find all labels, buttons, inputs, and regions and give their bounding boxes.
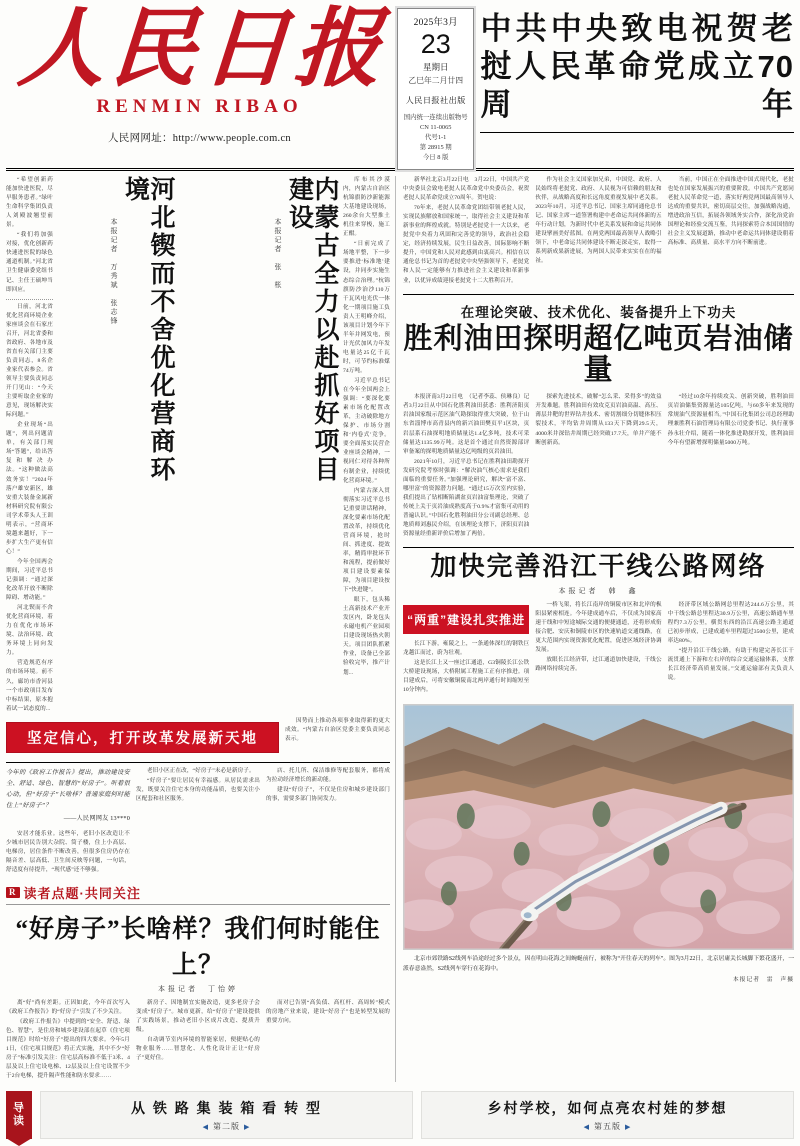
publisher-name: 人民日报社出版 [405,96,466,105]
road-story-headline[interactable]: 加快完善沿江干线公路网络 [430,551,767,582]
reader-section-rule [6,904,390,905]
guide-item-page [203,1121,251,1132]
neimeng-story-byline: 本报记者 张 枨 [274,218,282,290]
oil-story-kicker: 在理论突破、技术优化、装备提升上下功夫 [460,304,737,320]
dai-hao: 代号1-1 [425,133,447,141]
newspaper-pinyin: RENMIN RIBAO [96,96,303,118]
photo-block [403,704,794,985]
paragraph: 70年来，老挝人民革命党团结带领老挝人民，实现民族解放和国家统一，取得社会主义建设和革新事业的辉煌成就。特别是老挝党十一大以来，老挝党中央着力巩固和完善党的领导，政治社会稳定，经济持续发展，民生日益改善，国际影响不断提升，中国党和人民对此感到由衷高兴。相信在以通伦总书记为首的老挝党中央坚强领导下，老挝党和人民一定能够有力推进社会主义建设和革新事业，以优异成绩迎接老挝党十二大胜利召开。 [403,205,530,284]
lead-text: 今年的《政府工作报告》提出，推动建设安全、舒适、绿色、智慧的“好房子”。听着很心动，但“好房子”长啥样？普通家庭何时能住上“好房子”？ [6,768,130,810]
guide-bar [6,1091,794,1139]
main-content [6,176,794,1082]
guide-tag-char1: 导 [13,1102,25,1115]
paragraph: “经过10余年持续攻关、创新突破，胜利油田页岩油储集资源量达105亿吨，与60多年来发现的常规油气资源量相当。”中国石化集团公司总经理助理兼胜利石油管理局有限公司党委书记、执行董事孙永壮介绍，随着一体化推进勘探开发，胜利油田今年有望新增探明储量5000万吨。 [667,394,794,446]
paragraph: 探索先进技术，破解“怎么采、采得多”的效益开发难题。胜利油田有效攻克页岩油高温、高压、薄层井靶的世界钻井技术、密切割细分切缝体积压裂技术，平均钻井周期从133天下降到29.5天，4000米井深钻井周期已经突破17.7天，单井产能不断创新高。 [535,394,662,446]
arrow-right-icon: ▶ [244,1122,251,1131]
story-divider-1 [403,294,794,295]
paragraph: 当前，中国正在全面推进中国式现代化，老挝也处在国家发展振兴的重要阶段。中国共产党愿同老挝人民革命党一道，落实好两党两国最高领导人达成的重要共识，密切高层交往，加强战略沟通，增进政治互信，拓展各领域务实合作，深化治党治国理论和经验交流互鉴，共同探索符合本国国情的社会主义发展道路，推动中老命运共同体建设朝着高标准、高质量、高水平方向不断前进。 [667,177,794,247]
guide-tag-char2: 读 [13,1115,25,1127]
paragraph: 河北锲而不舍优化营商环境，着力在优化市场环境、法治环境、政务环境上同向发力。 [6,605,53,657]
paragraph: 新华社北京3月22日电 3月22日，中国共产党中央委员会致电老挝人民革命党中央委员会，祝贺老挝人民革命党成立70周年。贺电说： [403,177,530,202]
neimeng-story-headline[interactable]: 内蒙古全力以赴抓好项目建设 [285,176,339,484]
paragraph: 老旧小区正在改，“好房子”未必是新房子。 [147,767,255,774]
hebei-story-headline[interactable]: 河北锲而不舍优化营商环境 [121,176,175,484]
date-box [397,8,474,170]
paragraph: 一桥飞架，将长江南岸的铜陵市区和北岸的枞阳县紧密相连。今年建成通车后，不仅成为国家高速干线和中短途城际交通的便捷通道，还将形成衔接合肥、安庆和铜陵市区的快速轨道交通线路，在更大范围内实现资源优化配置，促进区域经济协调发展。 [535,601,662,653]
paragraph: 长江下游，雍陵之上，一条通体深红的钢铁巨龙越江而过，蔚为壮观。 [403,640,530,656]
housing-story-headline[interactable]: “好房子”长啥样？我们何时能住上？ [15,915,381,979]
guide-item-title: 乡村学校，如何点亮农村娃的梦想 [487,1100,728,1116]
paragraph: 企业现场“出题”，列出问题清单，有关部门现场“答题”，给出答复和解决办法。“这种做法高效务实！”2024年落户雄安新区，雄安重大装备金属新材料研究院有限公司学术带头人王训明表示，“营商环境越来越好，下一步扩大生产更有信心！” [6,422,53,555]
newspaper-title: 人民日报 [15,1,390,97]
paragraph: 自动调节室内环境的智能家居，便捷贴心的物业服务……智慧化、人性化设计正让“好房子”更好住。 [136,1036,260,1062]
photo-caption [403,954,794,985]
paragraph: 而对已告别“高负债、高杠杆、高周转”模式的房地产业来说，建设“好房子”也是转型发展的重要方向。 [266,999,390,1024]
guide-items [40,1091,794,1139]
headline-rule [480,132,794,133]
paragraph: 建设“好房子”，不仅是住房和城乡建设部门的事，需要多部门协同发力。 [266,786,390,802]
paragraph: 店、托儿所、保洁维修等配套服务，都将成为拉动经济增长的新动能。 [266,767,390,783]
cn-code: CN 11-0065 [419,123,452,131]
paragraph: 眼下，包头稀土高新技术产业开发区内，卧龙包头永磁电机产业园项目建设现场热火朝天。项目团队抓紧作业，设备已全部验收完毕，推产计划... [343,597,390,676]
train-spring-blossom-photo [403,704,794,950]
issn-label: 国内统一连续出版物号 [403,114,468,121]
reform-banner[interactable]: 坚定信心，打开改革发展新天地 [6,722,279,753]
guide-tag [6,1091,32,1139]
lead-attribution: ——人民网网友 13***0 [63,815,130,823]
right-zone [396,176,794,1082]
paragraph: 这是长江上又一座过江通道，G3铜陵长江公铁大桥建设现场，大桥附属工程施工正有序推进。项目建成后，可将安徽铜陵南北两岸通行时间缩短至10分钟内。 [403,659,530,693]
newspaper-website: 人民网网址：http://www.people.com.cn [107,133,291,145]
reader-question-lead [6,767,130,825]
housing-story-byline: 本报记者 丁怡婷 [158,984,238,993]
arrow-left-icon: ◀ [583,1122,590,1131]
paragraph: 作为社会主义国家加兄弟，中国党、政府、人民始终将老挝党、政府、人民视为可信赖的朋友和伙伴，从战略高度和长远角度重视发展中老关系。2023年10月，习近平总书记、国家主席同通伦总书记、国家主席一道签署构建中老命运共同体新的五年行动计划，为新时代中老关系发展和命运共同体建设擘画美好蓝图。在两党两国最高领导人战略引领下，中老命运共同体建设不断走深走实，取得一系列新成果新进展，为两国人民带来实实在在的福祉。 [535,177,662,265]
paragraph: 今年全国两会期间，习近平总书记强调：“通过深化改革开放不断除障碍、增动能。” [6,558,53,602]
page-count: 今日 8 版 [422,153,449,161]
page-label: 第五版 [594,1122,621,1131]
paragraph: 营造规范有序的市场环境。前不久，廊坊市香河县一个市政项目发布中标结果，原本抱着试一试态度的... [6,660,53,712]
reader-section-title: 读者点题·共同关注 [23,885,141,901]
left-zone [6,176,396,1082]
guide-item-title: 从 铁 路 集 装 箱 看 转 型 [130,1100,323,1116]
paragraph: 内蒙古深入贯彻落实习近平总书记重要讲话精神，深化要素市场化配置改革，持续优化营商环境，抢时间、抓进度、提效率，精简审批环节和流程，提前做好项目建设要素保障，为项目建设按下“快进键”。 [343,487,390,594]
arrow-left-icon: ◀ [202,1122,209,1131]
paragraph: “我们将加强对接，优化创新药快速进医院的绿色通道机制。”河北省卫生健康委党组书记、主任王硕坤当即回应。 [6,232,53,293]
publication-codes [401,113,470,163]
paragraph: “提升沿江干线公路，有助于构建完善长江干流贯通上下游和左右岸的综合交通运输体系，支撑长江经济带高质量发展。”交通运输部有关负责人说。 [667,647,794,682]
paragraph: 放眼长江经济带，过江通道加快建设，干线公路网络持续完善。 [535,656,662,673]
construction-badge[interactable]: “两重”建设扎实推进 [403,605,529,634]
lead-headline-area [474,4,794,138]
reader-section-label [6,883,390,902]
photo-caption-text: 北京市郊铁路S2线列车沿途经过多个景点，因在明山花海之间蜿蜒前行，被称为“开往春天的列车”。图为3月22日，北京居庸关长城脚下繁花盛开，一派春意盎然，S2线列车穿行在花海中。 [403,955,794,973]
paragraph: 库布其沙漠内，内蒙古自治区杭锦旗防沙新能源大基地建设现场，260余台大型推土机往来穿梭，施工正酣。 [343,177,390,238]
road-story-byline: 本报记者 韩 鑫 [558,586,639,595]
guide-item-1[interactable] [40,1091,413,1139]
paragraph: 日前，河北省优化营商环境企业家座谈会在石家庄召开，河北省委和省政府、各地市及省直有关部门主要负责同志，8名企业家代表参会。省领导主要负责同志开门见山：“今天主要听取企业家的意见，现场解决实际问题。” [6,299,53,421]
paragraph: 安居才能乐业。这些年，老旧小区改造让不少城市居民告别大杂院、筒子楼，住上小高层、电梯房，居住条件不断改善，但很多住房仍存在隔音差、层高低、卫生间反映等问题，一句话，舒适度有待提升，“现代感”还不够强。 [6,830,130,873]
oil-story-headline[interactable]: 胜利油田探明超亿吨页岩油储量 [403,322,794,387]
neimeng-story-text [343,176,390,679]
photo-credit: 本报记者 雷 声摄 [732,977,794,984]
date-weekday: 星期日 [422,62,449,72]
guide-item-page [584,1121,632,1132]
hebei-story-byline: 本报记者 万秀斌 张志锋 [110,218,118,326]
story-divider-2 [403,547,794,548]
masthead [6,0,794,168]
date-year-month: 2025年3月 [413,18,458,28]
date-lunar: 乙巳年二月廿四 [408,76,463,85]
paragraph: 离“好”尚有差距。正因如此，今年首次写入《政府工作报告》的“好房子”引发了不少关注。 [6,999,130,1015]
paragraph: 2021年10月，习近平总书记在胜利油田勘探开发研究院考察时强调：“解决油气核心需求是我们面临的重要任务。”加强理论研究，解决“富不富、哪里富”的资源潜力问题。“通过15万次室内实验，我们提出了钻相断陷湖盆页岩油富集理论，突破了传统上关于页岩油成熟度高于0.9%才富集可动用的普遍认识。”中国石化胜利油田分公司副总经理、总地质师刘惠民介绍，在该理论支撑下，济阳页岩油资源量经重新评价后增加了两倍。 [403,458,530,538]
paragraph: 本报济南3月22日电 （记者李蕊、侯琳良）记者3月22日从中国石化胜利油田获悉：胜利济阳页岩油国家级示范区油气勘探取得重大突破，位于山东省淄博市高青县内的新兴油田樊页平1区块，页岩层系石油探明地质储量达1.4亿多吨，技术可采储量达1135.99万吨。这是首个通过自然资源部评审备案的探明地质储量达亿吨级的页岩油田。 [403,394,530,455]
section-divider [6,762,390,763]
paragraph: 经济带区域公路网总里程达244.6万公里，其中干线公路总里程达30.9万公里，高速公路通车里程约7.3万公里，横贯东西的沿江高速公路主通道已初步形成，已建成通车里程超过3500公里，建成率达80%。 [667,601,794,644]
masthead-logo-area [6,1,393,145]
date-day: 23 [420,29,451,59]
paragraph: 《政府工作报告》中提到的“安全、舒适、绿色、智慧”，是住房和城乡建设部在起草《住宅项目规范》时给“好房子”提出的四大要求。今年5月1日，《住宅项目规范》将正式实施，其中不少“好房子”标准引发关注：住宅层高标准不低于3米、4层及以上住宅设电梯、12层及以上住宅设置不少于2台电梯，提升隔声性能和防水要求…… [6,1018,130,1080]
lead-story-headline[interactable]: 中共中央致电祝贺老挝人民革命党成立70周年 [480,11,794,122]
paragraph: “日前完成了场地平整，下一步要推进‘标准地’建设，并同步实施生态综合治理。”杭锦旗防沙治沙110万千瓦风电光伏一体化一期项目施工负责人王明峰介绍，该项目计划今年下半年并网发电，预计光伏加风力年发电量达25亿千瓦时，可节约标准煤74万吨。 [343,241,390,374]
paragraph: 因势而上推动各项事业取得新的更大成效。“内蒙古自治区党委主要负责同志表示。 [285,717,390,742]
hebei-story-text [6,176,53,715]
arrow-right-icon: ▶ [625,1122,632,1131]
paragraph: 习近平总书记在今年全国两会上强调：“要深化要素市场化配置改革，主动破除地方保护、市场分割和‘内卷式’竞争。要全面落实民营企业座谈会精神，一视同仁对待各种所有制企业，持续优化营商环境。” [343,378,390,484]
issue-number: 第 28915 期 [419,143,452,151]
page-label: 第二版 [213,1122,240,1131]
paragraph: “好房子”要让居民有幸福感。从居民需求出发，既要关注住宅本身的功能品质，也要关注小区配套和社区服务。 [136,777,260,802]
paragraph: 新房子、因地制宜实施改造，更多老房子会变成“好房子”。城市更新，给“好房子”建设提供了实践场景，推动老旧小区成片改造、提质升级。 [136,999,260,1033]
guide-item-2[interactable] [421,1091,794,1139]
paragraph: “希望创新药能加快进医院，尽早服务患者。”绿叶生命科学集团负责人刘殿波翘望前景。 [6,177,53,229]
reader-section-icon: R [6,887,20,898]
